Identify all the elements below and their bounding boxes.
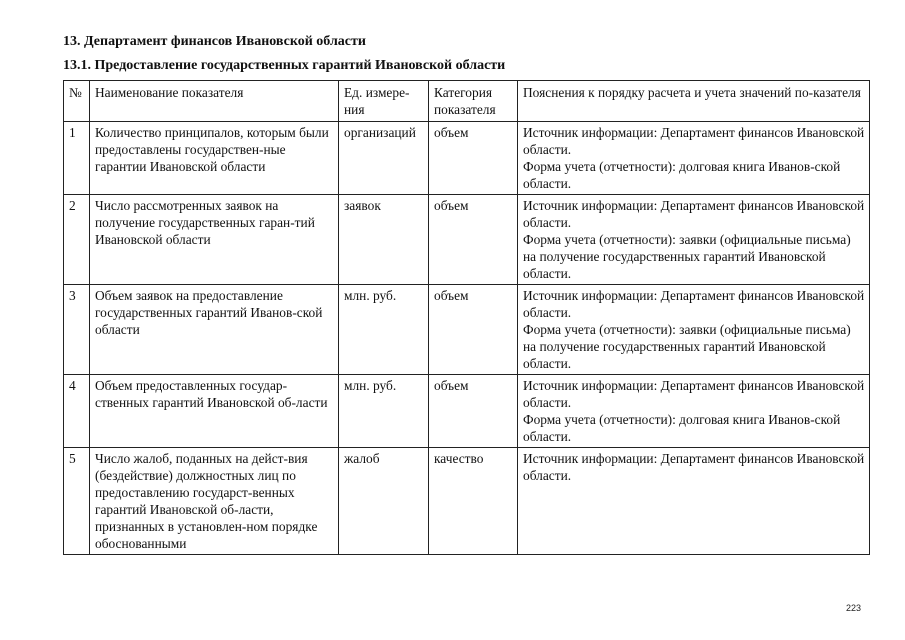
table-row xyxy=(64,285,870,375)
table-row xyxy=(64,122,870,195)
row-indicator-name: Число жалоб, поданных на дейст-вия (бездействие) должностных лиц по предоставлению государст-венных гарантий Ивановской об-ласти, признанных в установлен-ном порядке обоснованными xyxy=(90,448,339,555)
row-unit: жалоб xyxy=(339,448,429,555)
table-row xyxy=(64,448,870,555)
table-row xyxy=(64,375,870,448)
row-indicator-name: Число рассмотренных заявок на получение государственных гаран-тий Ивановской области xyxy=(90,195,339,285)
header-indicator-name: Наименование показателя xyxy=(90,81,339,122)
table-row xyxy=(64,195,870,285)
row-indicator-name: Объем заявок на предоставление государственных гарантий Иванов-ской области xyxy=(90,285,339,375)
row-unit: заявок xyxy=(339,195,429,285)
row-category: объем xyxy=(429,285,518,375)
row-unit: организаций xyxy=(339,122,429,195)
row-notes xyxy=(518,195,870,285)
row-category: объем xyxy=(429,375,518,448)
row-source-text: Источник информации: Департамент финансов Ивановской области. xyxy=(523,288,865,320)
row-notes xyxy=(518,285,870,375)
table-header-row xyxy=(64,81,870,122)
row-number: 5 xyxy=(64,448,90,555)
row-notes xyxy=(518,122,870,195)
row-unit: млн. руб. xyxy=(339,285,429,375)
row-category: объем xyxy=(429,122,518,195)
row-unit: млн. руб. xyxy=(339,375,429,448)
header-unit: Ед. измере-ния xyxy=(339,81,429,122)
row-form-text: Форма учета (отчетности): долговая книга Иванов-ской области. xyxy=(523,159,841,191)
row-indicator-name: Количество принципалов, которым были предоставлены государствен-ные гарантии Ивановской области xyxy=(90,122,339,195)
row-form-text: Форма учета (отчетности): заявки (официальные письма) на получение государственных гарантий Ивановской области. xyxy=(523,322,851,371)
row-source-text: Источник информации: Департамент финансов Ивановской области. xyxy=(523,125,865,157)
indicators-table xyxy=(63,80,870,555)
row-source-text: Источник информации: Департамент финансов Ивановской области. xyxy=(523,198,865,230)
header-number: № xyxy=(64,81,90,122)
row-source-text: Источник информации: Департамент финансов Ивановской области. xyxy=(523,451,865,483)
row-number: 3 xyxy=(64,285,90,375)
row-notes xyxy=(518,375,870,448)
row-source-text: Источник информации: Департамент финансов Ивановской области. xyxy=(523,378,865,410)
section-title: 13. Департамент финансов Ивановской области xyxy=(63,34,366,49)
page-number: 223 xyxy=(846,603,862,613)
row-number: 4 xyxy=(64,375,90,448)
subsection-title: 13.1. Предоставление государственных гарантий Ивановской области xyxy=(63,58,506,73)
row-category: объем xyxy=(429,195,518,285)
row-indicator-name: Объем предоставленных государ-ственных гарантий Ивановской об-ласти xyxy=(90,375,339,448)
row-form-text: Форма учета (отчетности): заявки (официальные письма) на получение государственных гарантий Ивановской области. xyxy=(523,232,851,281)
header-category: Категория показателя xyxy=(429,81,518,122)
row-number: 1 xyxy=(64,122,90,195)
row-category: качество xyxy=(429,448,518,555)
row-notes xyxy=(518,448,870,555)
row-number: 2 xyxy=(64,195,90,285)
header-notes: Пояснения к порядку расчета и учета значений по-казателя xyxy=(518,81,870,122)
row-form-text: Форма учета (отчетности): долговая книга Иванов-ской области. xyxy=(523,412,841,444)
